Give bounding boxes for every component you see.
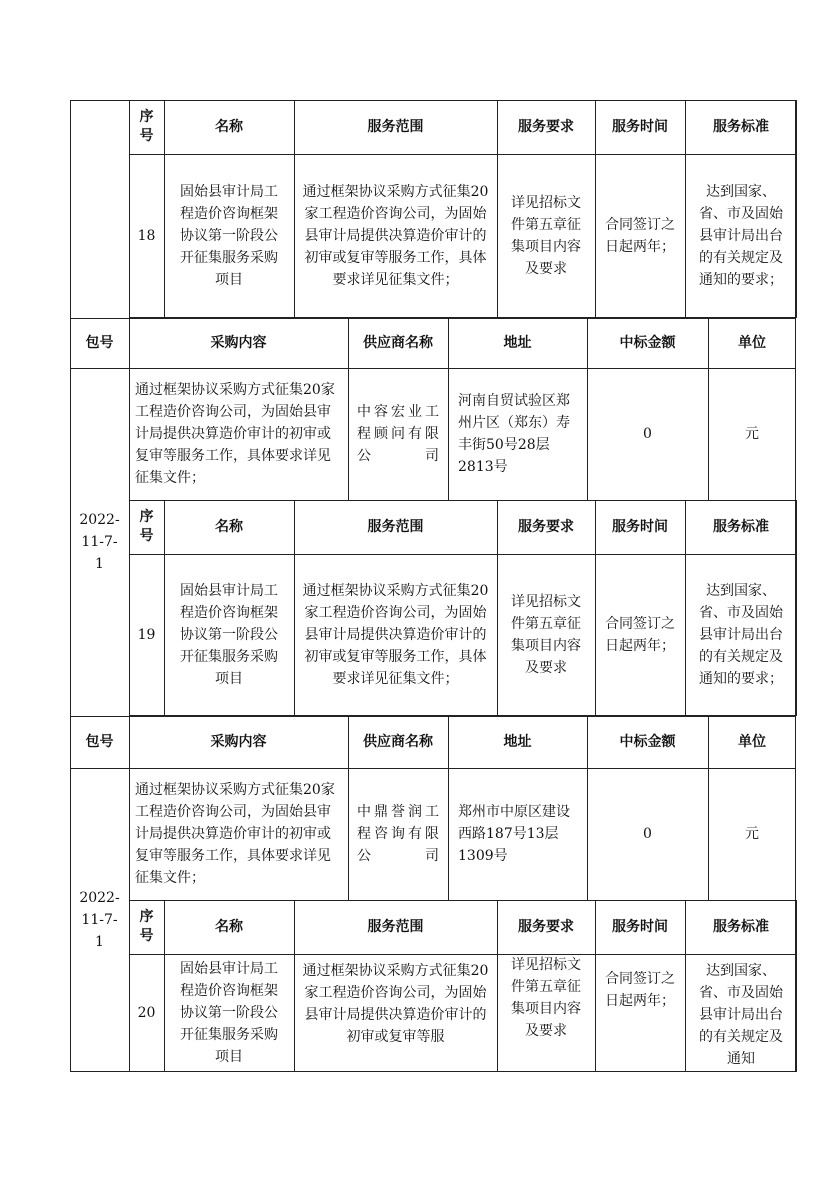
header-name: 名称 [215,518,243,535]
service-time: 合同签订之日起两年； [605,217,675,255]
amount-unit: 元 [745,826,759,842]
service-standard: 达到国家、省、市及固始县审计局出台的有关规定及通知 [699,963,783,1067]
seq-value: 18 [137,228,156,244]
outer-header-address: 地址 [503,733,532,750]
service-standard: 达到国家、省、市及固始县审计局出台的有关规定及通知的要求； [699,583,783,687]
header-time: 服务时间 [612,518,668,535]
header-requirement: 服务要求 [518,118,574,135]
service-requirement: 详见招标文件第五章征集项目内容及要求 [511,957,581,1039]
supplier-name: 中鼎誉润工程咨询有限公司 [357,804,439,864]
supplier-address: 河南自贸试验区郑州片区（郑东）寿丰街50号28层2813号 [458,393,570,475]
header-name: 名称 [215,118,243,135]
header-seq: 序号 [139,109,154,144]
project-name: 固始县审计局工程造价咨询框架协议第一阶段公开征集服务采购项目 [180,184,278,288]
package-number: 2022-11-7-1 [79,512,120,572]
header-standard: 服务标准 [713,918,769,935]
service-requirement: 详见招标文件第五章征集项目内容及要求 [511,195,581,277]
seq-value: 19 [137,627,156,643]
outer-header-amount: 中标金额 [619,334,676,351]
purchase-content: 通过框架协议采购方式征集20家工程造价咨询公司，为固始县审计局提供决算造价审计的初审或复审等服务工作，具体要求详见征集文件； [135,782,335,886]
header-seq: 序号 [139,509,154,544]
outer-header-address: 地址 [503,334,532,351]
supplier-name: 中容宏业工程顾问有限公司 [357,404,439,464]
header-time: 服务时间 [612,118,668,135]
purchase-content: 通过框架协议采购方式征集20家工程造价咨询公司，为固始县审计局提供决算造价审计的初审或复审等服务工作，具体要求详见征集文件； [135,382,335,486]
win-amount: 0 [643,426,652,442]
header-scope: 服务范围 [367,918,424,935]
header-requirement: 服务要求 [518,918,574,935]
header-requirement: 服务要求 [518,518,574,535]
outer-header-supplier: 供应商名称 [363,733,433,750]
service-scope: 通过框架协议采购方式征集20家工程造价咨询公司，为固始县审计局提供决算造价审计的初审或复审等服务工作，具体要求详见征集文件； [302,583,489,687]
header-standard: 服务标准 [713,518,769,535]
service-standard: 达到国家、省、市及固始县审计局出台的有关规定及通知的要求； [699,184,783,288]
service-requirement: 详见招标文件第五章征集项目内容及要求 [511,594,581,676]
outer-header-package: 包号 [85,733,114,750]
outer-header-supplier: 供应商名称 [363,334,433,351]
supplier-address: 郑州市中原区建设西路187号13层1309号 [458,804,570,864]
service-time: 合同签订之日起两年； [605,616,675,654]
outer-header-content: 采购内容 [210,733,267,750]
service-scope: 通过框架协议采购方式征集20家工程造价咨询公司，为固始县审计局提供决算造价审计的初审或复审等服务工作，具体要求详见征集文件； [302,184,489,288]
header-seq: 序号 [139,909,154,944]
header-scope: 服务范围 [367,118,424,135]
seq-value: 20 [137,1005,156,1021]
project-name: 固始县审计局工程造价咨询框架协议第一阶段公开征集服务采购项目 [180,583,278,687]
service-time: 合同签订之日起两年； [605,971,675,1009]
outer-header-content: 采购内容 [210,334,267,351]
header-standard: 服务标准 [713,118,769,135]
outer-header-amount: 中标金额 [619,733,676,750]
outer-header-unit: 单位 [738,733,766,750]
amount-unit: 元 [745,426,759,442]
project-name: 固始县审计局工程造价咨询框架协议第一阶段公开征集服务采购项目 [180,961,278,1065]
outer-header-unit: 单位 [738,334,766,351]
package-number: 2022-11-7-1 [79,890,120,950]
header-name: 名称 [215,918,243,935]
service-scope: 通过框架协议采购方式征集20家工程造价咨询公司，为固始县审计局提供决算造价审计的初审或复审等服 [302,963,489,1045]
header-time: 服务时间 [612,918,668,935]
outer-header-package: 包号 [85,334,114,351]
win-amount: 0 [643,826,652,842]
header-scope: 服务范围 [367,518,424,535]
